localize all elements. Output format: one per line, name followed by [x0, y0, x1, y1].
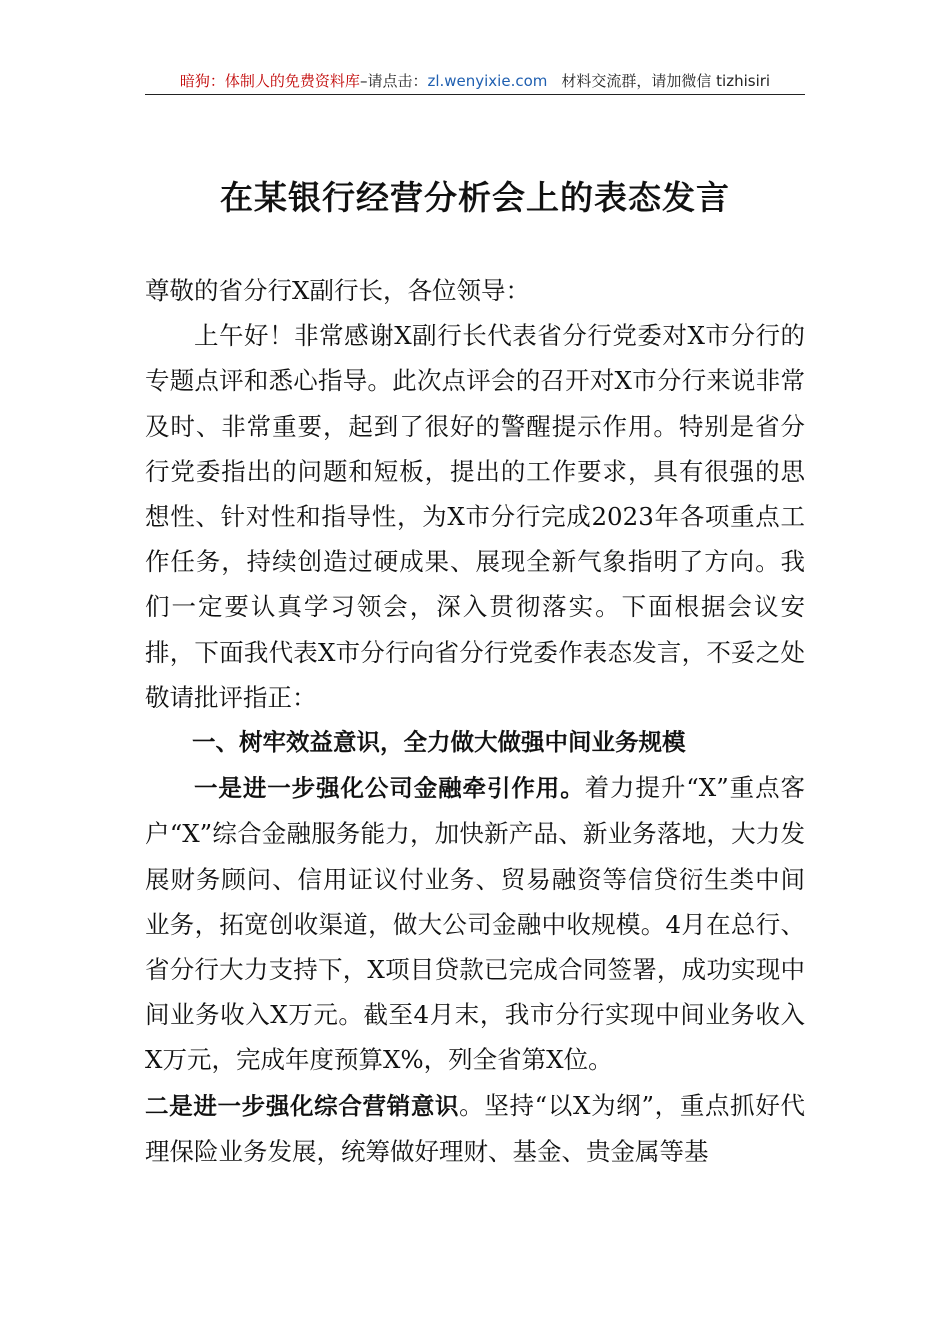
point-1-lead: 一是进一步强化公司金融牵引作用。 [194, 774, 585, 803]
wechat-note: 材料交流群，请加微信 tizhisiri [561, 72, 771, 90]
intro-paragraph: 上午好！非常感谢X副行长代表省分行党委对X市分行的专题点评和悉心指导。此次点评会的召开对X市分行来说非常及时、非常重要，起到了很好的警醒提示作用。特别是省分行党委指出的问题和短板，提出的工作要求，具有很强的思想性、针对性和指导性，为X市分行完成2023年各项重点工作任务，持续创造过硬成果、展现全新气象指明了方向。我们一定要认真学习领会，深入贯彻落实。下面根据会议安排，下面我代表X市分行向省分行党委作表态发言，不妥之处敬请批评指正： [145, 321, 805, 712]
document-title: 在某银行经营分析会上的表态发言 [220, 178, 730, 217]
point-1-paragraph [145, 765, 805, 1082]
page-header [145, 70, 805, 95]
site-url-link[interactable]: zl.wenyixie.com [427, 72, 548, 90]
point-2-text: 。坚持“以X为纲”，重点抓好代理保险业务发展，统筹做好理财、基金、贵金属等基 [145, 1090, 805, 1166]
section-heading-1: 一、树牢效益意识，全力做大做强中间业务规模 [192, 728, 686, 757]
salutation: 尊敬的省分行X副行长，各位领导： [145, 276, 530, 305]
document-body [145, 268, 805, 1174]
point-2-paragraph [145, 1083, 805, 1174]
point-2-lead: 二是进一步强化综合营销意识 [145, 1091, 460, 1120]
header-prompt: –请点击： [359, 72, 428, 90]
point-1-text: 着力提升“X”重点客户“X”综合金融服务能力，加快新产品、新业务落地，大力发展财务顾问、信用证议付业务、贸易融资等信贷衍生类中间业务，拓宽创收渠道，做大公司金融中收规模。4月在总行、省分行大力支持下，X项目贷款已完成合同签署，成功实现中间业务收入X万元。截至4月末，我市分行实现中间业务收入X万元，完成年度预算X%，列全省第X位。 [145, 773, 805, 1075]
site-name: 暗狗：体制人的免费资料库 [179, 72, 360, 90]
